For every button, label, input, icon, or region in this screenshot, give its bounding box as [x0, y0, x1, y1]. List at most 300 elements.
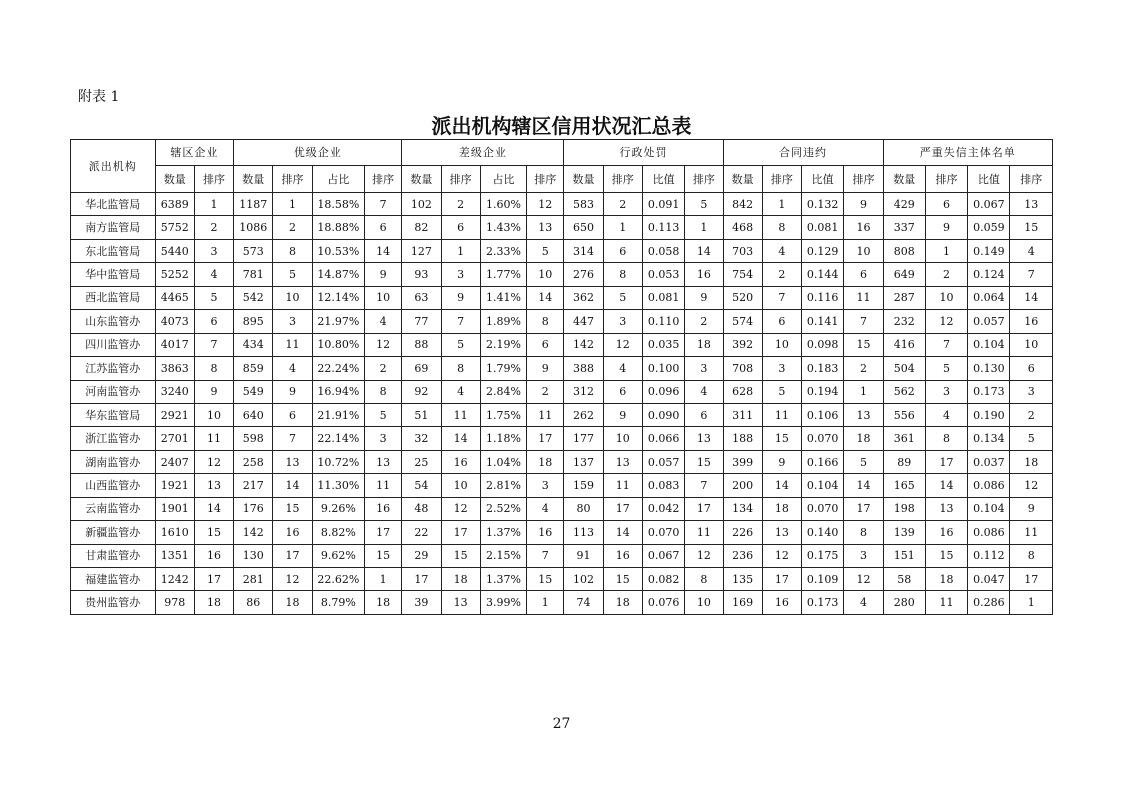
table-cell: 650: [564, 216, 603, 239]
header-sub: 排序: [1010, 166, 1053, 193]
table-body: [71, 193, 1053, 615]
table-cell: 11: [603, 474, 642, 497]
table-cell: 3: [762, 357, 801, 380]
table-cell: 16: [527, 521, 564, 544]
table-cell: 18: [1010, 450, 1053, 473]
table-cell: 176: [234, 497, 273, 520]
table-cell: 0.047: [968, 568, 1010, 591]
table-cell: 2: [194, 216, 233, 239]
table-cell: 22.14%: [312, 427, 364, 450]
header-group-excellent: 优级企业: [234, 140, 402, 166]
table-cell: 10.53%: [312, 239, 364, 262]
table-cell: 139: [883, 521, 925, 544]
table-cell: 14: [925, 474, 967, 497]
table-cell: 51: [402, 403, 441, 426]
table-cell: 17: [402, 568, 441, 591]
table-cell: 135: [723, 568, 762, 591]
table-cell: 1.37%: [480, 521, 526, 544]
table-cell: 16: [441, 450, 480, 473]
table-cell: 18: [844, 427, 883, 450]
table-cell: 0.100: [642, 357, 684, 380]
table-cell: 8: [441, 357, 480, 380]
table-cell: 8.82%: [312, 521, 364, 544]
table-cell: 8: [1010, 544, 1053, 567]
table-cell: 0.112: [968, 544, 1010, 567]
table-cell: 628: [723, 380, 762, 403]
table-cell: 1.89%: [480, 310, 526, 333]
table-row: [71, 286, 1053, 309]
table-cell: 134: [723, 497, 762, 520]
table-cell: 0.082: [642, 568, 684, 591]
table-cell: 7: [365, 193, 402, 216]
table-cell: 1: [365, 568, 402, 591]
table-cell: 1901: [155, 497, 194, 520]
table-cell: 9: [685, 286, 723, 309]
table-cell: 6389: [155, 193, 194, 216]
table-row: [71, 427, 1053, 450]
table-cell: 0.070: [642, 521, 684, 544]
table-cell: 0.083: [642, 474, 684, 497]
table-cell: 92: [402, 380, 441, 403]
table-cell: 1.04%: [480, 450, 526, 473]
table-cell: 0.109: [802, 568, 844, 591]
table-cell: 11: [194, 427, 233, 450]
table-cell: 392: [723, 333, 762, 356]
table-cell: 236: [723, 544, 762, 567]
header-sub: 比值: [802, 166, 844, 193]
table-cell: 17: [762, 568, 801, 591]
table-cell: 16: [194, 544, 233, 567]
table-cell: 80: [564, 497, 603, 520]
org-name-cell: 山西监管办: [71, 474, 156, 497]
table-cell: 2: [273, 216, 312, 239]
table-cell: 15: [441, 544, 480, 567]
table-cell: 2: [527, 380, 564, 403]
table-cell: 10: [365, 286, 402, 309]
table-cell: 10: [273, 286, 312, 309]
table-cell: 91: [564, 544, 603, 567]
table-cell: 102: [402, 193, 441, 216]
table-cell: 16: [925, 521, 967, 544]
org-name-cell: 云南监管办: [71, 497, 156, 520]
table-cell: 10: [441, 474, 480, 497]
table-cell: 0.104: [968, 333, 1010, 356]
table-cell: 5440: [155, 239, 194, 262]
table-cell: 11: [273, 333, 312, 356]
table-cell: 16: [1010, 310, 1053, 333]
table-cell: 1: [925, 239, 967, 262]
table-cell: 13: [1010, 193, 1053, 216]
table-cell: 1: [527, 591, 564, 614]
table-cell: 17: [527, 427, 564, 450]
org-name-cell: 华中监管局: [71, 263, 156, 286]
table-cell: 137: [564, 450, 603, 473]
org-name-cell: 河南监管办: [71, 380, 156, 403]
table-cell: 0.110: [642, 310, 684, 333]
table-cell: 17: [273, 544, 312, 567]
header-sub: 数量: [564, 166, 603, 193]
table-cell: 504: [883, 357, 925, 380]
document-title: [0, 110, 1123, 139]
table-cell: 0.091: [642, 193, 684, 216]
table-cell: 16: [844, 216, 883, 239]
table-cell: 7: [527, 544, 564, 567]
table-cell: 9.26%: [312, 497, 364, 520]
header-sub: 占比: [480, 166, 526, 193]
table-cell: 0.070: [802, 427, 844, 450]
table-cell: 7: [194, 333, 233, 356]
table-cell: 0.113: [642, 216, 684, 239]
table-cell: 5: [527, 239, 564, 262]
table-cell: 0.175: [802, 544, 844, 567]
table-cell: 1086: [234, 216, 273, 239]
table-cell: 1: [685, 216, 723, 239]
table-cell: 0.286: [968, 591, 1010, 614]
table-cell: 4: [762, 239, 801, 262]
table-cell: 6: [273, 403, 312, 426]
table-cell: 4: [603, 357, 642, 380]
table-cell: 0.059: [968, 216, 1010, 239]
table-cell: 337: [883, 216, 925, 239]
table-cell: 574: [723, 310, 762, 333]
table-cell: 0.116: [802, 286, 844, 309]
table-cell: 48: [402, 497, 441, 520]
table-cell: 22.62%: [312, 568, 364, 591]
table-cell: 14: [365, 239, 402, 262]
table-cell: 3: [925, 380, 967, 403]
table-cell: 14: [685, 239, 723, 262]
header-sub: 排序: [441, 166, 480, 193]
table-row: [71, 403, 1053, 426]
table-cell: 3: [844, 544, 883, 567]
table-cell: 2: [685, 310, 723, 333]
table-row: [71, 450, 1053, 473]
org-name-cell: 贵州监管办: [71, 591, 156, 614]
table-cell: 9: [925, 216, 967, 239]
table-cell: 54: [402, 474, 441, 497]
table-cell: 25: [402, 450, 441, 473]
table-cell: 12.14%: [312, 286, 364, 309]
table-cell: 2: [441, 193, 480, 216]
table-cell: 6: [603, 380, 642, 403]
table-cell: 9: [441, 286, 480, 309]
table-cell: 12: [365, 333, 402, 356]
header-sub: 排序: [844, 166, 883, 193]
table-cell: 8: [762, 216, 801, 239]
table-cell: 16: [273, 521, 312, 544]
table-cell: 2: [844, 357, 883, 380]
table-cell: 6: [685, 403, 723, 426]
table-row: [71, 380, 1053, 403]
table-cell: 16: [762, 591, 801, 614]
table-cell: 0.035: [642, 333, 684, 356]
table-cell: 3: [365, 427, 402, 450]
header-sub: 排序: [527, 166, 564, 193]
table-cell: 15: [527, 568, 564, 591]
table-cell: 77: [402, 310, 441, 333]
header-sub: 排序: [685, 166, 723, 193]
table-cell: 808: [883, 239, 925, 262]
table-cell: 1.60%: [480, 193, 526, 216]
table-cell: 15: [844, 333, 883, 356]
table-cell: 18: [685, 333, 723, 356]
table-cell: 14: [441, 427, 480, 450]
header-group-penalty: 行政处罚: [564, 140, 723, 166]
table-cell: 10: [1010, 333, 1053, 356]
table-cell: 0.190: [968, 403, 1010, 426]
table-cell: 12: [441, 497, 480, 520]
header-group-jurisdiction: 辖区企业: [155, 140, 234, 166]
table-cell: 562: [883, 380, 925, 403]
table-row: [71, 239, 1053, 262]
table-cell: 18: [365, 591, 402, 614]
table-cell: 7: [762, 286, 801, 309]
table-cell: 1.37%: [480, 568, 526, 591]
table-cell: 17: [441, 521, 480, 544]
page-number: 27: [552, 716, 571, 732]
table-cell: 0.070: [802, 497, 844, 520]
table-cell: 17: [925, 450, 967, 473]
table-cell: 0.086: [968, 474, 1010, 497]
table-cell: 12: [603, 333, 642, 356]
table-cell: 17: [365, 521, 402, 544]
table-cell: 434: [234, 333, 273, 356]
table-cell: 165: [883, 474, 925, 497]
table-cell: 17: [1010, 568, 1053, 591]
table-cell: 13: [527, 216, 564, 239]
table-cell: 0.124: [968, 263, 1010, 286]
table-cell: 8.79%: [312, 591, 364, 614]
table-cell: 1: [441, 239, 480, 262]
table-cell: 8: [527, 310, 564, 333]
table-cell: 0.183: [802, 357, 844, 380]
table-cell: 895: [234, 310, 273, 333]
table-cell: 8: [194, 357, 233, 380]
table-cell: 14: [603, 521, 642, 544]
table-cell: 12: [925, 310, 967, 333]
table-cell: 14: [527, 286, 564, 309]
org-name-cell: 新疆监管办: [71, 521, 156, 544]
table-cell: 7: [1010, 263, 1053, 286]
credit-summary-table: [70, 139, 1053, 615]
table-cell: 18: [194, 591, 233, 614]
table-row: [71, 474, 1053, 497]
table-cell: 468: [723, 216, 762, 239]
table-cell: 5252: [155, 263, 194, 286]
table-cell: 69: [402, 357, 441, 380]
table-cell: 1.75%: [480, 403, 526, 426]
table-row: [71, 263, 1053, 286]
table-cell: 1: [603, 216, 642, 239]
table-cell: 16: [365, 497, 402, 520]
table-cell: 22.24%: [312, 357, 364, 380]
table-cell: 4: [685, 380, 723, 403]
header-group-breach: 合同违约: [723, 140, 883, 166]
org-name-cell: 西北监管局: [71, 286, 156, 309]
table-cell: 3: [194, 239, 233, 262]
table-cell: 9.62%: [312, 544, 364, 567]
header-sub: 占比: [312, 166, 364, 193]
table-cell: 598: [234, 427, 273, 450]
table-cell: 0.067: [642, 544, 684, 567]
table-cell: 6: [762, 310, 801, 333]
title-text: 派出机构辖区信用状况汇总表: [431, 114, 692, 138]
table-cell: 21.91%: [312, 403, 364, 426]
table-cell: 18: [273, 591, 312, 614]
table-cell: 12: [194, 450, 233, 473]
table-cell: 58: [883, 568, 925, 591]
table-cell: 311: [723, 403, 762, 426]
table-cell: 17: [844, 497, 883, 520]
table-cell: 0.149: [968, 239, 1010, 262]
table-cell: 2: [1010, 403, 1053, 426]
table-cell: 2.84%: [480, 380, 526, 403]
table-cell: 1: [762, 193, 801, 216]
table-cell: 29: [402, 544, 441, 567]
table-cell: 17: [685, 497, 723, 520]
table-cell: 0.042: [642, 497, 684, 520]
table-cell: 2.33%: [480, 239, 526, 262]
table-cell: 8: [603, 263, 642, 286]
table-cell: 10: [762, 333, 801, 356]
table-cell: 16: [603, 544, 642, 567]
table-cell: 188: [723, 427, 762, 450]
table-cell: 11: [762, 403, 801, 426]
table-cell: 13: [762, 521, 801, 544]
table-cell: 362: [564, 286, 603, 309]
table-cell: 16.94%: [312, 380, 364, 403]
table-cell: 130: [234, 544, 273, 567]
table-cell: 6: [925, 193, 967, 216]
table-cell: 10: [685, 591, 723, 614]
table-cell: 4017: [155, 333, 194, 356]
table-cell: 640: [234, 403, 273, 426]
header-sub: 排序: [762, 166, 801, 193]
table-cell: 9: [1010, 497, 1053, 520]
table-cell: 5: [365, 403, 402, 426]
table-cell: 7: [273, 427, 312, 450]
table-cell: 3: [273, 310, 312, 333]
table-cell: 12: [685, 544, 723, 567]
header-sub-row: [71, 166, 1053, 193]
table-cell: 89: [883, 450, 925, 473]
table-cell: 18: [527, 450, 564, 473]
table-cell: 88: [402, 333, 441, 356]
table-cell: 226: [723, 521, 762, 544]
table-cell: 520: [723, 286, 762, 309]
table-cell: 18: [925, 568, 967, 591]
table-cell: 5: [1010, 427, 1053, 450]
table-cell: 18: [603, 591, 642, 614]
table-cell: 0.058: [642, 239, 684, 262]
table-cell: 4: [441, 380, 480, 403]
table-cell: 1.43%: [480, 216, 526, 239]
table-cell: 5: [844, 450, 883, 473]
table-cell: 281: [234, 568, 273, 591]
table-cell: 0.066: [642, 427, 684, 450]
table-cell: 3: [685, 357, 723, 380]
table-cell: 5: [273, 263, 312, 286]
table-cell: 14: [194, 497, 233, 520]
table-cell: 11.30%: [312, 474, 364, 497]
table-cell: 4: [273, 357, 312, 380]
table-cell: 232: [883, 310, 925, 333]
header-sub: 排序: [925, 166, 967, 193]
table-cell: 142: [564, 333, 603, 356]
table-cell: 11: [1010, 521, 1053, 544]
table-cell: 217: [234, 474, 273, 497]
table-cell: 13: [685, 427, 723, 450]
header-sub: 数量: [234, 166, 273, 193]
table-cell: 10: [527, 263, 564, 286]
table-cell: 177: [564, 427, 603, 450]
table-cell: 12: [1010, 474, 1053, 497]
table-cell: 22: [402, 521, 441, 544]
table-cell: 0.132: [802, 193, 844, 216]
table-cell: 12: [762, 544, 801, 567]
table-cell: 1: [844, 380, 883, 403]
table-cell: 1.79%: [480, 357, 526, 380]
table-cell: 4: [527, 497, 564, 520]
table-cell: 2407: [155, 450, 194, 473]
table-cell: 4: [194, 263, 233, 286]
table-cell: 0.067: [968, 193, 1010, 216]
table-cell: 12: [273, 568, 312, 591]
table-cell: 11: [685, 521, 723, 544]
table-cell: 2.19%: [480, 333, 526, 356]
table-cell: 3.99%: [480, 591, 526, 614]
org-name-cell: 南方监管局: [71, 216, 156, 239]
table-cell: 9: [194, 380, 233, 403]
org-name-cell: 湖南监管办: [71, 450, 156, 473]
table-cell: 63: [402, 286, 441, 309]
table-row: [71, 521, 1053, 544]
table-cell: 93: [402, 263, 441, 286]
table-cell: 4: [925, 403, 967, 426]
header-group-row: [71, 140, 1053, 166]
header-sub: 排序: [194, 166, 233, 193]
table-row: [71, 497, 1053, 520]
table-cell: 0.057: [642, 450, 684, 473]
table-cell: 13: [365, 450, 402, 473]
table-cell: 10.72%: [312, 450, 364, 473]
table-cell: 198: [883, 497, 925, 520]
table-cell: 9: [603, 403, 642, 426]
table-cell: 978: [155, 591, 194, 614]
table-cell: 14: [762, 474, 801, 497]
header-sub: 排序: [603, 166, 642, 193]
table-cell: 1: [1010, 591, 1053, 614]
table-cell: 3: [1010, 380, 1053, 403]
table-cell: 447: [564, 310, 603, 333]
table-cell: 0.081: [642, 286, 684, 309]
table-row: [71, 591, 1053, 614]
table-cell: 573: [234, 239, 273, 262]
table-cell: 113: [564, 521, 603, 544]
table-cell: 312: [564, 380, 603, 403]
table-cell: 74: [564, 591, 603, 614]
org-name-cell: 福建监管办: [71, 568, 156, 591]
table-cell: 5752: [155, 216, 194, 239]
table-cell: 11: [527, 403, 564, 426]
table-cell: 0.104: [968, 497, 1010, 520]
table-cell: 7: [685, 474, 723, 497]
table-cell: 0.104: [802, 474, 844, 497]
table-cell: 6: [527, 333, 564, 356]
table-cell: 0.057: [968, 310, 1010, 333]
table-cell: 10: [603, 427, 642, 450]
table-cell: 4465: [155, 286, 194, 309]
